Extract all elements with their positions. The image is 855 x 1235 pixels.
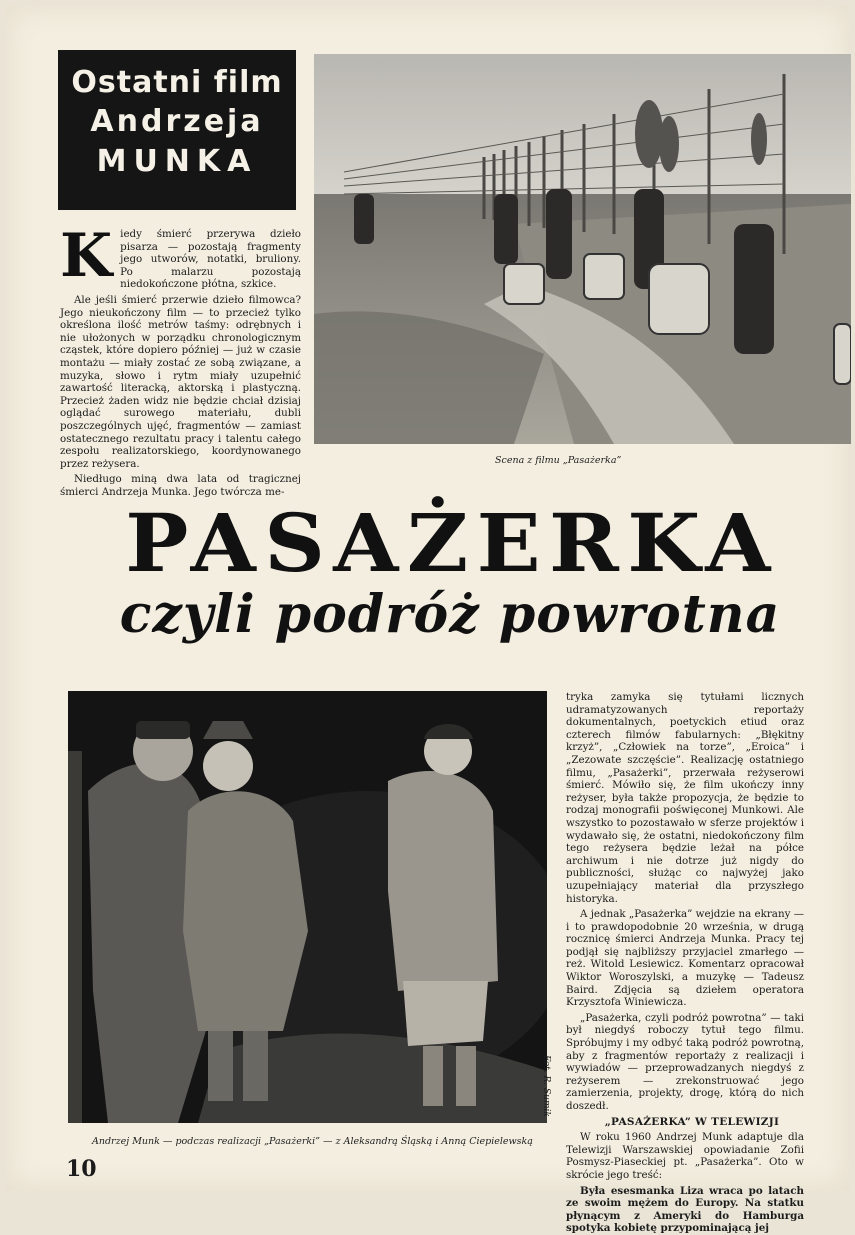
- title-line-3: MUNKA: [96, 144, 258, 179]
- left-paragraph-2: Ale jeśli śmierć przerwie dzieło filmowca? Jego nieukończony film — to przecież tylko określona ilość metrów taśmy: odrębnych i nie ułożonych w porządku chronologicznym cząstek, które dopiero później — już w czasie montażu — miały zostać ze sobą związane, a muzyka, słowo i rytm miały uzupełnić zawartość literacką, aktorską i plastyczną. Przecież żaden widz nie będzie chciał dzisiaj oglądać surowego materiału, dubli poszczególnych ujęć, fragmentów — zamiast ostatecznego rezultatu pracy i talentu całego zespołu realizatorskiego, koordynowanego przez reżysera.: [60, 293, 301, 470]
- section-subhead: „PASAŻERKA” W TELEWIZJI: [604, 1115, 780, 1128]
- right-paragraph-5: Była esesmanka Liza wraca po latach ze swoim mężem do Europy. Na statku płynącym z Ameryki do Hamburga spotyka kobietę przypominającą jej: [566, 1184, 804, 1235]
- left-paragraph-1: Kiedy śmierć przerywa dzieło pisarza — pozostają fragmenty jego utworów, notatki, bruliony. Po malarzu pozostają niedokończone płótna, szkice.: [60, 221, 301, 291]
- right-paragraph-3: „Pasażerka, czyli podróż powrotna” — taki był niegdyś roboczy tytuł tego filmu. Spróbujmy i my odbyć taką podróż powrotną, aby z fragmentów reportaży z realizacji i wywiadów — przeprowadzanych niegdyś z reżyserem — zrekonstruować jego zamierzenia, projekty, drogę, którą do nich doszedł.: [566, 1011, 804, 1112]
- left-column: [60, 221, 301, 498]
- title-line-2: Andrzeja: [90, 104, 264, 139]
- headline: PASAŻERKA: [125, 496, 779, 590]
- left-paragraph-3: Niedługo miną dwa lata od tragicznej śmierci Andrzeja Munka. Jego twórcza me-: [60, 473, 301, 498]
- photo-credit: Fot. R. Sumik: [541, 1055, 551, 1117]
- right-paragraph-2: A jednak „Pasażerka” wejdzie na ekrany — i to prawdopodobnie 20 września, w drugą rocznicę śmierci Andrzeja Munka. Pracy tej podjął się najbliższy przyjaciel zmarłego — reż. Witold Lesiewicz. Komentarz opracował Wiktor Woroszylski, a muzykę — Tadeusz Baird. Zdjęcia są dziełem operatora Krzysztofa Winiewicza.: [566, 908, 804, 1009]
- title-line-1: Ostatni film: [71, 65, 283, 100]
- title-box: [58, 50, 296, 210]
- right-column: [566, 691, 804, 1235]
- subheadline: czyli podróż powrotna: [119, 584, 781, 645]
- photo-director-with-actresses: [68, 691, 547, 1123]
- right-paragraph-1: tryka zamyka się tytułami licznych udramatyzowanych reportaży dokumentalnych, poetyckich etiud oraz czterech filmów fabularnych: „Błękitny krzyż”, „Człowiek na torze”, „Eroica” i „Zezowate szczęście”. Realizację ostatniego filmu, „Pasażerki”, przerwała reżyserowi śmierć. Mówiło się, że film ukończy inny reżyser, była także propozycja, że będzie to rodzaj monografii poświęconej Munkowi. Ale wszystko to pozostawało w sferze projektów i wydawało się, że ostatni, niedokończony film tego reżysera będzie leżał na półce archiwum i nie dotrze już nigdy do publiczności, służąc co najwyżej jako uzupełniający materiał dla przyszłego historyka.: [566, 691, 804, 905]
- photo-film-scene: [314, 54, 851, 444]
- photo-caption-bottom: Andrzej Munk — podczas realizacji „Pasażerki” — z Aleksandrą Śląską i Anną Ciepielewską: [92, 1136, 533, 1147]
- right-paragraph-4: W roku 1960 Andrzej Munk adaptuje dla Telewizji Warszawskiej opowiadanie Zofii Posmysz-Piaseckiej pt. „Pasażerka”. Oto w skrócie jego treść:: [566, 1131, 804, 1181]
- page-number: 10: [66, 1156, 97, 1182]
- drop-cap: K: [60, 221, 113, 291]
- photo-caption-top: Scena z filmu „Pasażerka”: [495, 455, 622, 466]
